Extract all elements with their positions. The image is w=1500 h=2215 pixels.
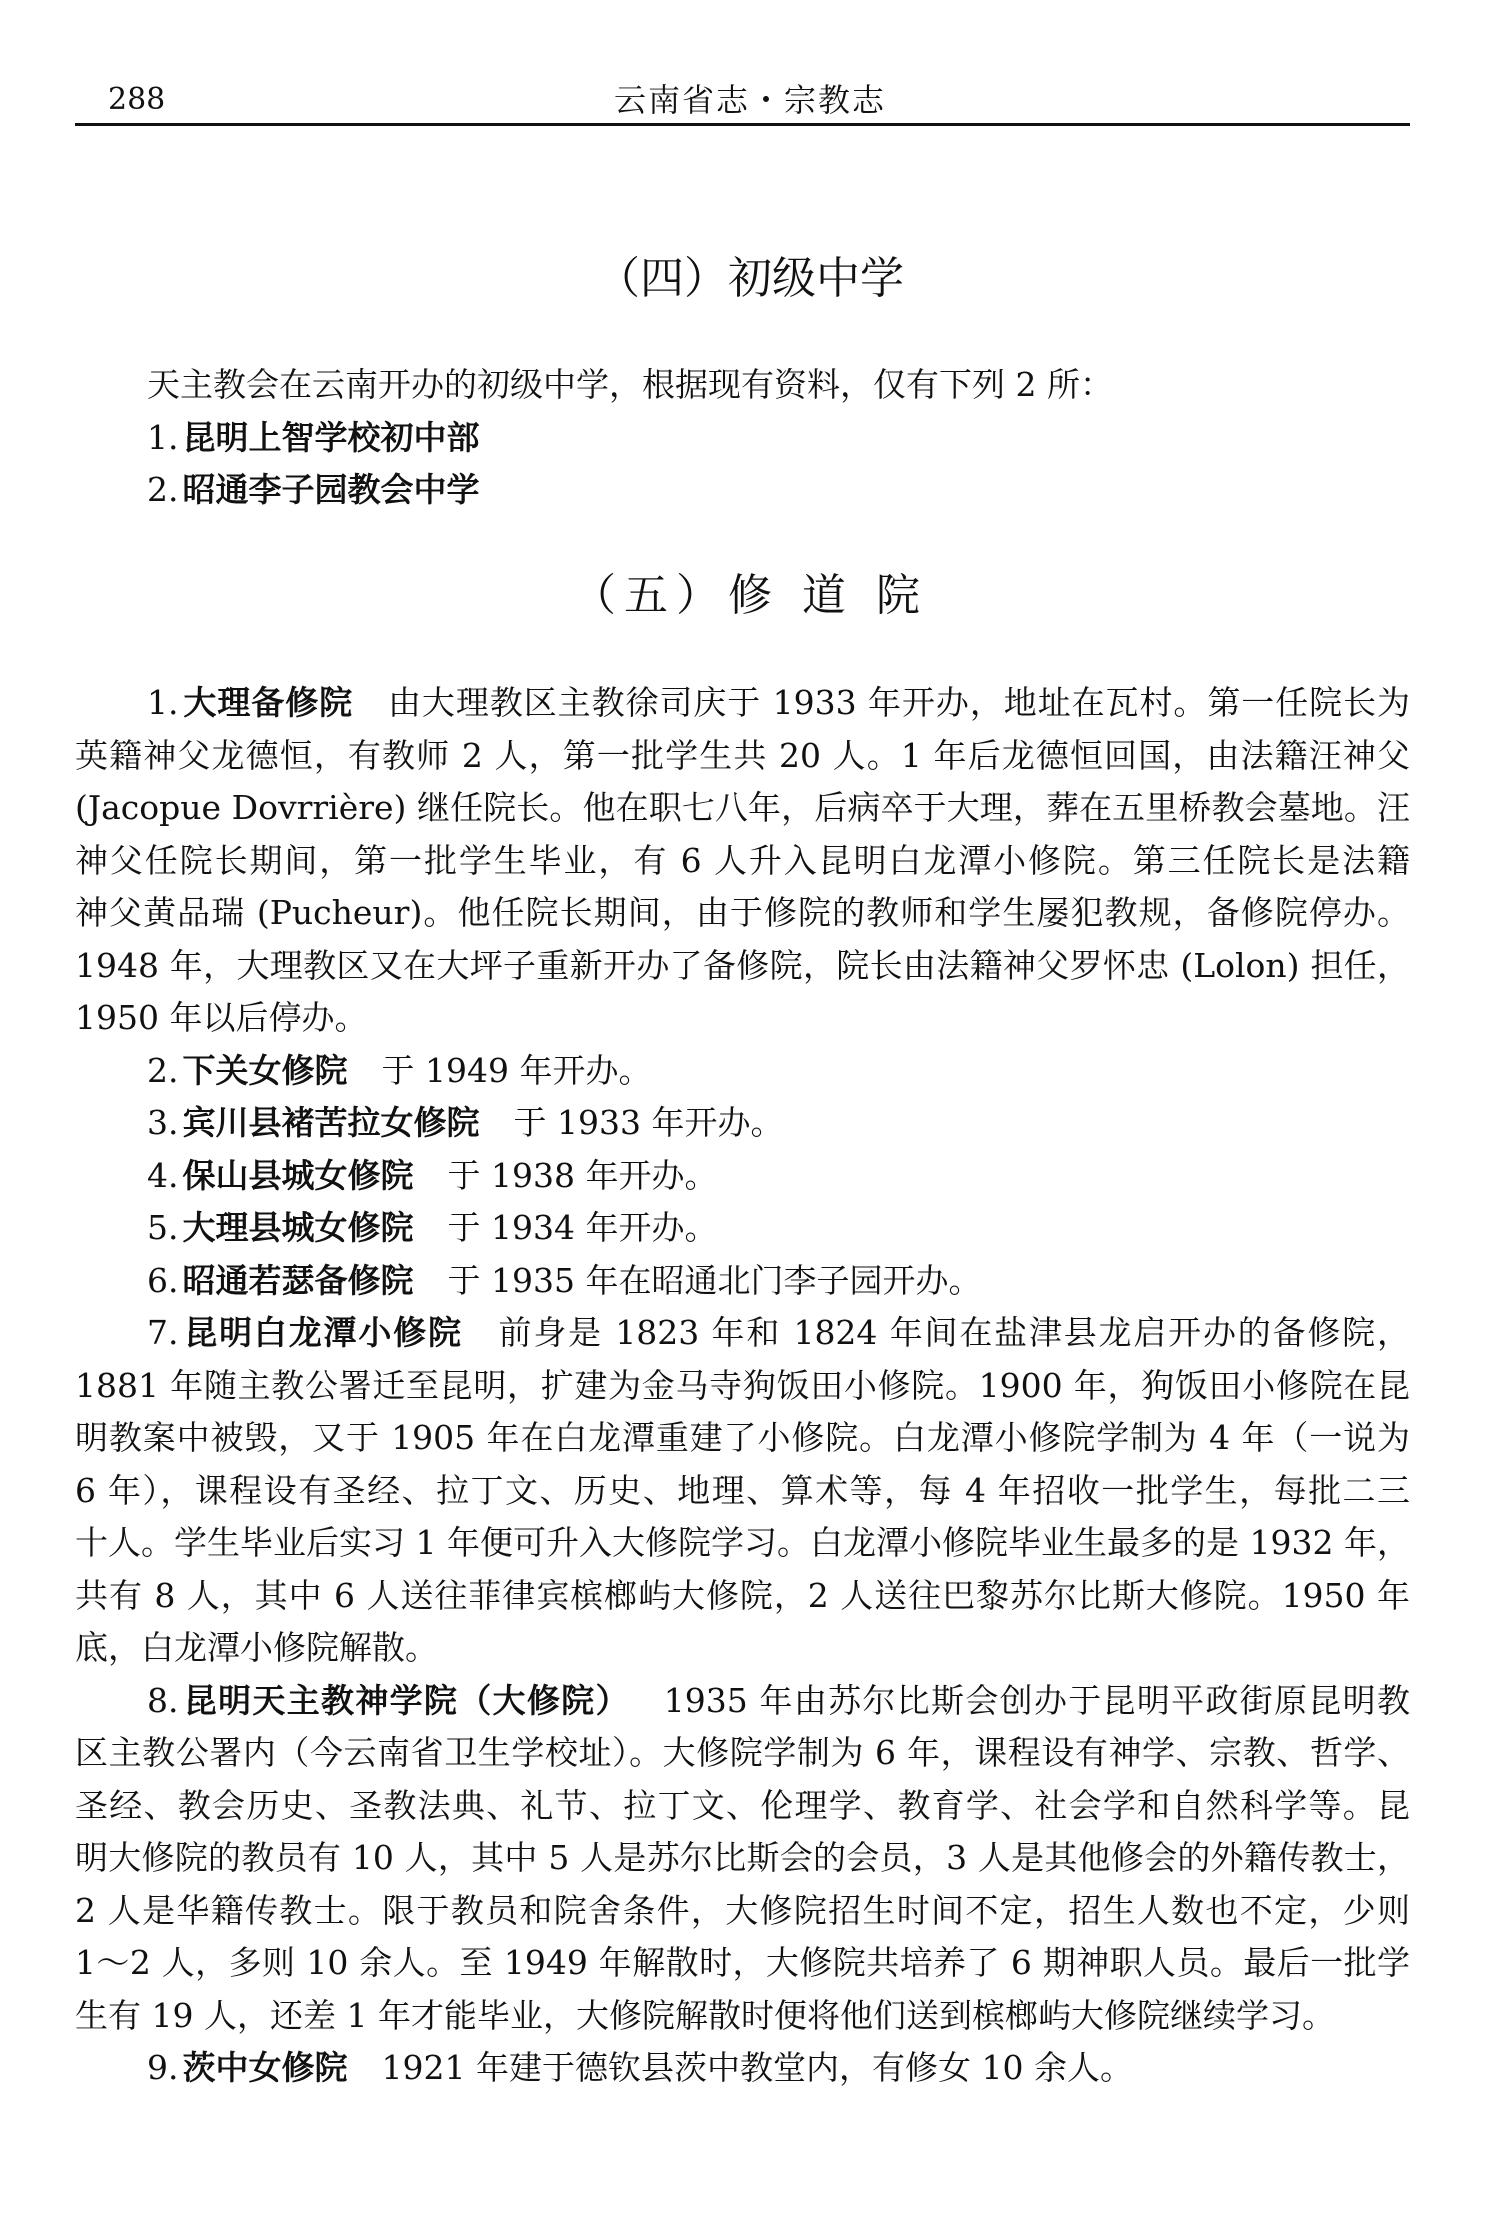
seminary-name: 下关女修院: [182, 1050, 348, 1090]
seminary-name: 宾川县褚苦拉女修院: [182, 1103, 480, 1142]
page-number: 288: [108, 82, 166, 117]
paragraph-line: (Jacopue Dovrrière) 继任院长。他在职七八年，后病卒于大理，葬在五里桥教会墓地。汪: [75, 788, 1410, 827]
paragraph-line: 1881 年随主教公署迁至昆明，扩建为金马寺狗饭田小修院。1900 年，狗饭田小修院在昆: [75, 1365, 1410, 1405]
item-number: 8.: [147, 1680, 179, 1720]
seminary-name: 茨中女修院: [182, 2048, 348, 2087]
paragraph-line: 英籍神父龙德恒，有教师 2 人，第一批学生共 20 人。1 年后龙德恒回国，由法籍汪神父: [75, 735, 1410, 775]
seminary-name: 昆明白龙潭小修院: [182, 1313, 463, 1352]
paragraph-line: 共有 8 人，其中 6 人送往菲律宾槟榔屿大修院，2 人送往巴黎苏尔比斯大修院。1950 年: [75, 1575, 1410, 1615]
seminary-item: [75, 1045, 1410, 1098]
paragraph-line: 1～2 人，多则 10 余人。至 1949 年解散时，大修院共培养了 6 期神职人员。最后一批学: [75, 1943, 1410, 1982]
seminary-description: 于 1934 年开办。: [447, 1208, 718, 1247]
paragraph-line: 十人。学生毕业后实习 1 年便可升入大修院学习。白龙潭小修院毕业生最多的是 1932 年，: [75, 1523, 1410, 1562]
paragraph-line: 1948 年，大理教区又在大坪子重新开办了备修院，院长由法籍神父罗怀忠 (Lolon) 担任，: [75, 945, 1410, 985]
seminary-description: 由大理教区主教徐司庆于 1933 年开办，地址在瓦村。第一任院长为: [387, 683, 1410, 722]
paragraph-line: 6 年），课程设有圣经、拉丁文、历史、地理、算术等，每 4 年招收一批学生，每批二三: [75, 1470, 1410, 1510]
seminary-description: 1921 年建于德钦县茨中教堂内，有修女 10 余人。: [381, 2048, 1133, 2087]
seminary-description: 于 1935 年在昭通北门李子园开办。: [447, 1260, 982, 1300]
running-title: 云南省志・宗教志: [613, 81, 886, 119]
seminary-description: 前身是 1823 年和 1824 年间在盐津县龙启开办的备修院，: [496, 1313, 1410, 1352]
section4-body: [75, 359, 1410, 517]
seminary-item: [75, 1307, 1410, 1360]
seminary-name: 保山县城女修院: [182, 1155, 414, 1195]
header-rule: [75, 123, 1410, 126]
paragraph-line: 神父黄品瑞 (Pucheur)。他任院长期间，由于修院的教师和学生屡犯教规，备修院停办。: [75, 893, 1410, 932]
paragraph-last-line: 生有 19 人，还差 1 年才能毕业，大修院解散时便将他们送到槟榔屿大修院继续学习。: [75, 1995, 1335, 2035]
section-heading-junior-middle-school: （四）初级中学: [596, 253, 904, 304]
section-heading-seminaries: （五）修 道 院: [572, 570, 928, 621]
seminary-item: [75, 1202, 1410, 1255]
item-number: 6.: [147, 1260, 179, 1300]
paragraph-last-line: 1950 年以后停办。: [75, 998, 368, 1037]
item-number: 5.: [147, 1208, 179, 1247]
seminary-name: 昭通若瑟备修院: [182, 1260, 414, 1300]
item-number: 2.: [147, 470, 179, 509]
paragraph-line: 明教案中被毁，又于 1905 年在白龙潭重建了小修院。白龙潭小修院学制为 4 年（一说为: [75, 1418, 1410, 1457]
paragraph-line: 明大修院的教员有 10 人，其中 5 人是苏尔比斯会的会员，3 人是其他修会的外籍传教士，: [75, 1838, 1410, 1877]
school-name: 昆明上智学校初中部: [182, 417, 480, 457]
paragraph-line: 2 人是华籍传教士。限于教员和院舍条件，大修院招生时间不定，招生人数也不定，少则: [75, 1890, 1410, 1930]
paragraph-line: 区主教公署内（今云南省卫生学校址）。大修院学制为 6 年，课程设有神学、宗教、哲学、: [75, 1733, 1410, 1772]
seminary-item: [75, 1675, 1410, 1728]
item-number: 7.: [147, 1313, 179, 1352]
seminary-item: [75, 677, 1410, 730]
section5-body: [75, 677, 1410, 2095]
seminary-description: 于 1949 年开办。: [381, 1050, 652, 1090]
seminary-name: 大理备修院: [182, 683, 354, 722]
paragraph-line: 圣经、教会历史、圣教法典、礼节、拉丁文、伦理学、教育学、社会学和自然科学等。昆: [75, 1785, 1410, 1825]
seminary-name: 昆明天主教神学院（大修院）: [182, 1680, 630, 1720]
seminary-item: [75, 1150, 1410, 1203]
seminary-description: 于 1933 年开办。: [513, 1103, 784, 1142]
school-item: [75, 412, 1410, 465]
paragraph-last-line: 底，白龙潭小修院解散。: [75, 1628, 438, 1667]
seminary-name: 大理县城女修院: [182, 1208, 414, 1247]
seminary-description: 于 1938 年开办。: [447, 1155, 718, 1195]
item-number: 1.: [147, 417, 179, 457]
seminary-description: 1935 年由苏尔比斯会创办于昆明平政街原昆明教: [663, 1680, 1410, 1720]
seminary-item: [75, 2042, 1410, 2095]
paragraph-line: 神父任院长期间，第一批学生毕业，有 6 人升入昆明白龙潭小修院。第三任院长是法籍: [75, 840, 1410, 880]
item-number: 3.: [147, 1103, 179, 1142]
school-item: [75, 464, 1410, 517]
school-name: 昭通李子园教会中学: [182, 470, 480, 509]
item-number: 4.: [147, 1155, 179, 1195]
intro-paragraph: 天主教会在云南开办的初级中学，根据现有资料，仅有下列 2 所：: [147, 365, 1113, 404]
item-number: 2.: [147, 1050, 179, 1090]
seminary-item: [75, 1097, 1410, 1150]
item-number: 1.: [147, 683, 179, 722]
item-number: 9.: [147, 2048, 179, 2087]
seminary-item: [75, 1255, 1410, 1308]
